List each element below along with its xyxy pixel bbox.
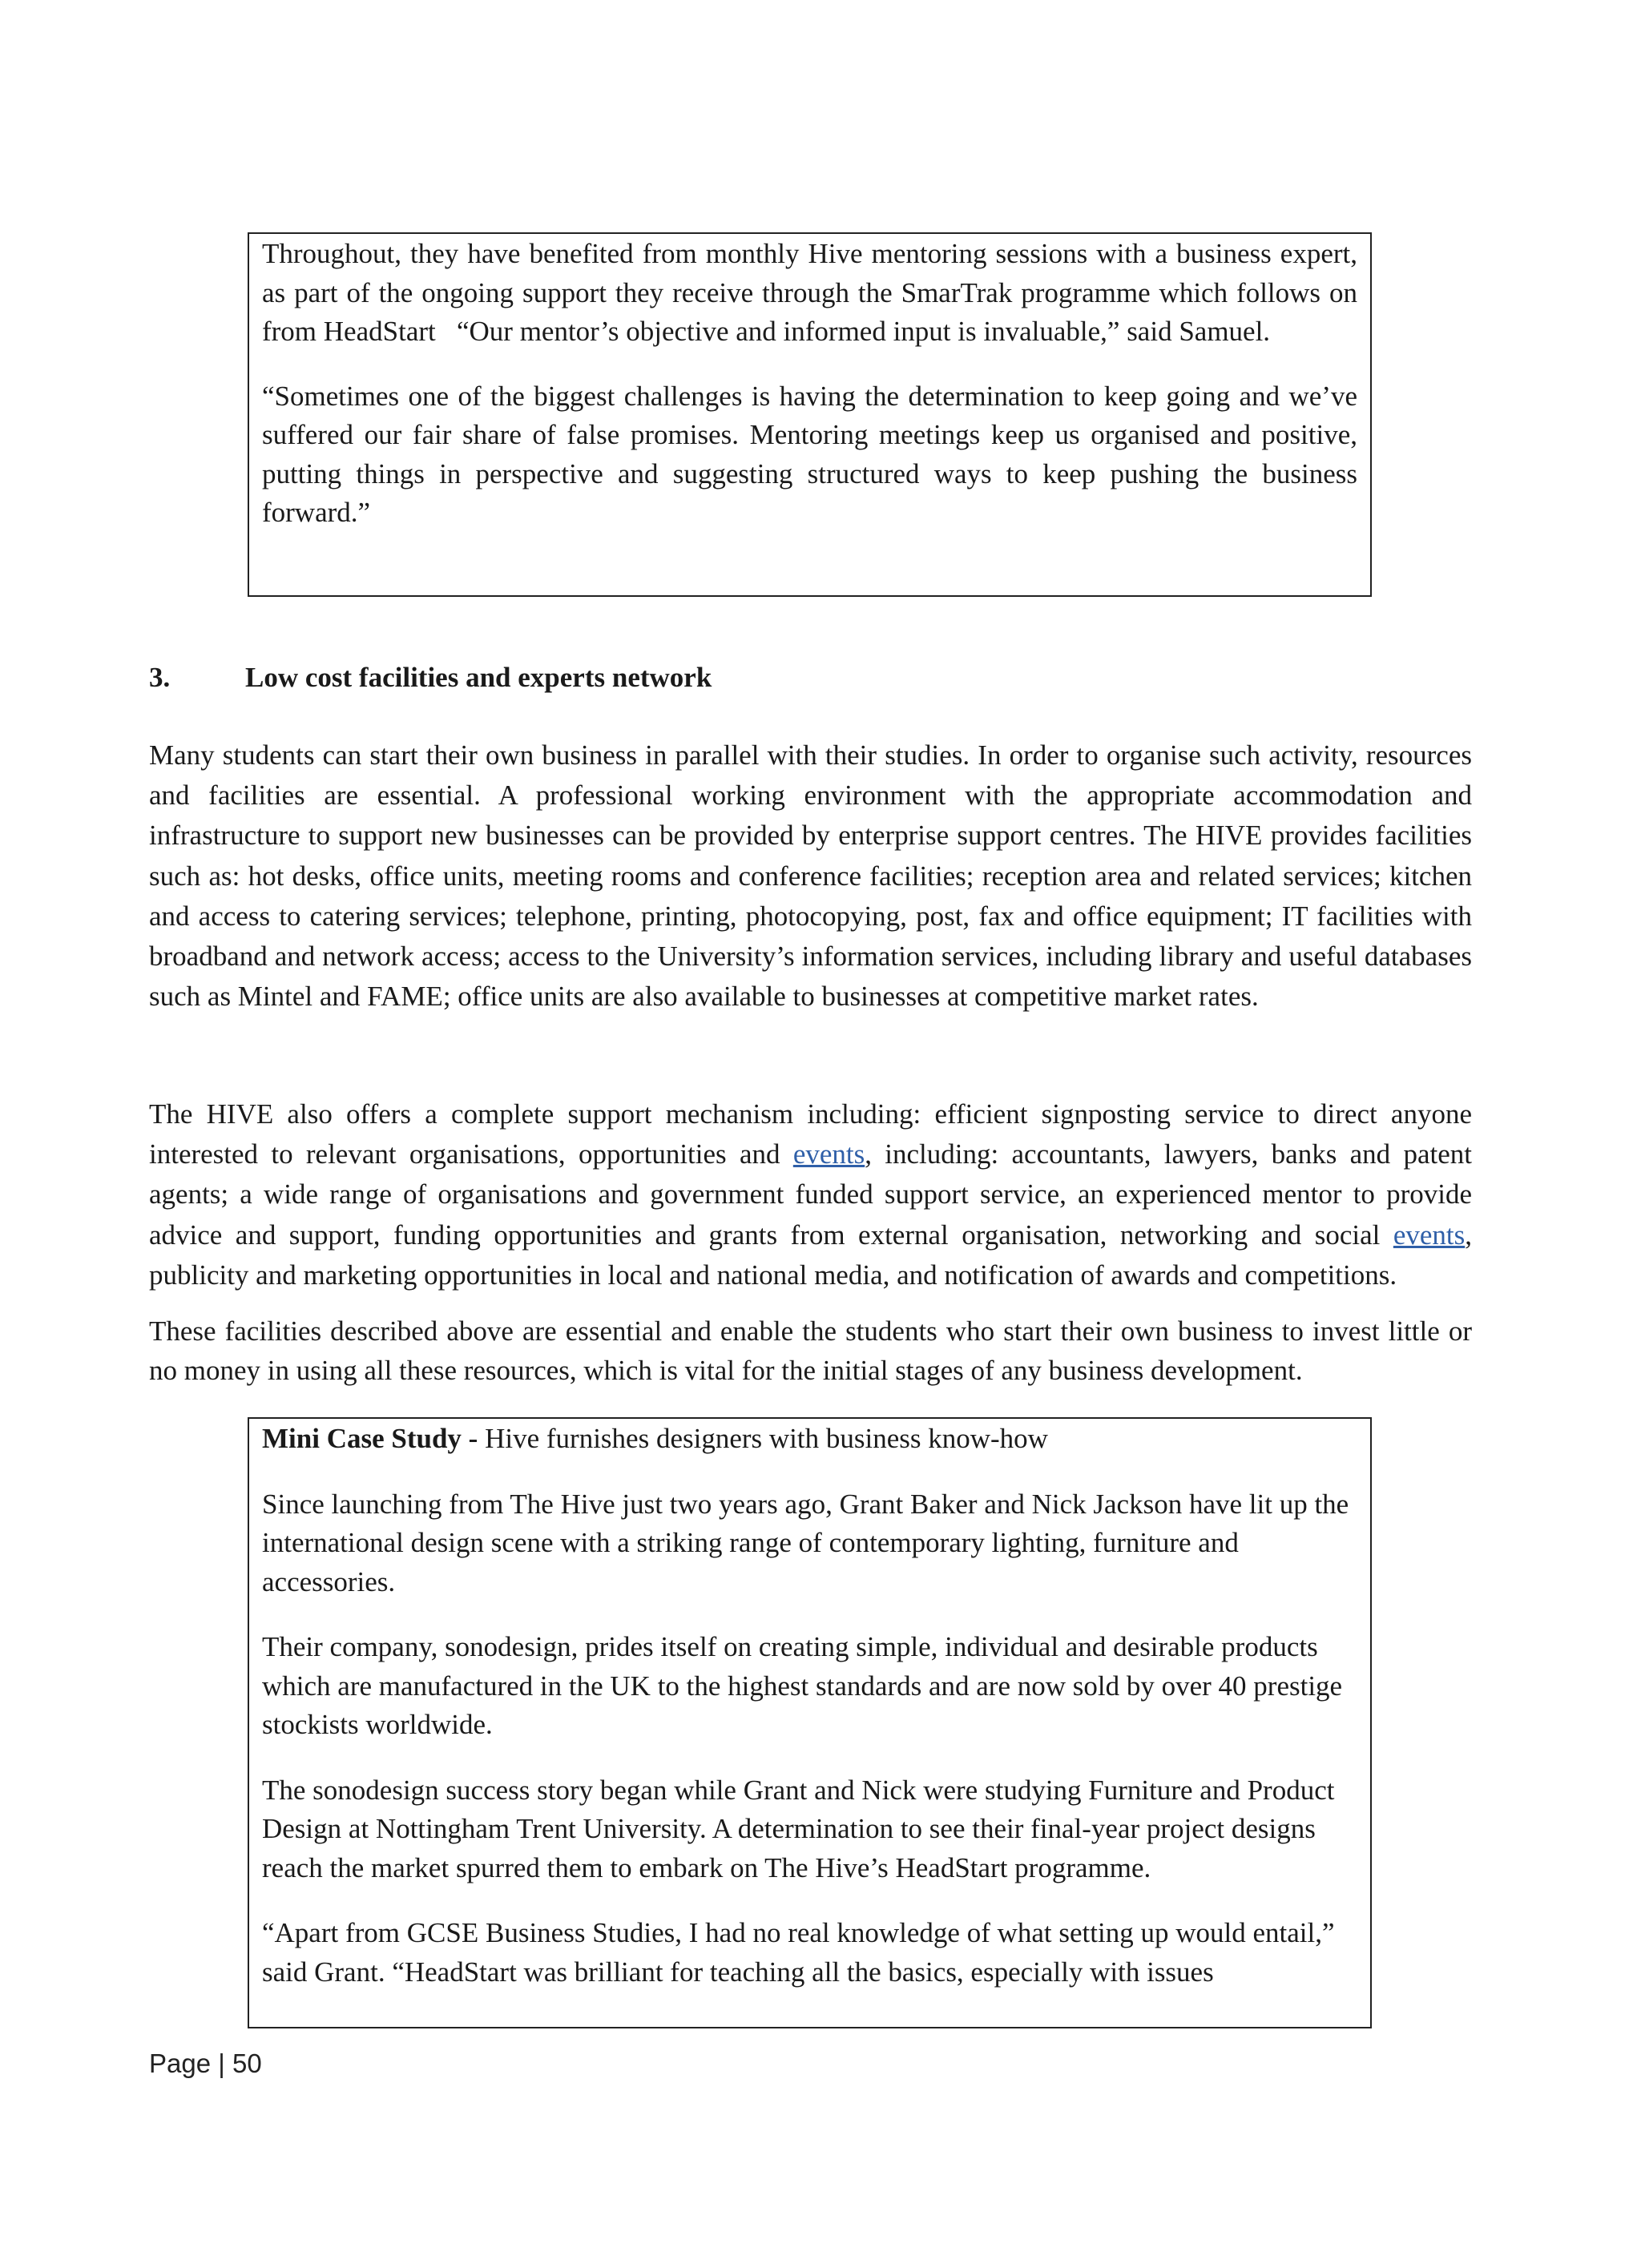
case-study-paragraph-4: “Apart from GCSE Business Studies, I had no real knowledge of what setting up would entail,” said Grant. “HeadStart was brilliant for teaching all the basics, especially with issues: [262, 1917, 1335, 1988]
case-study-label: Mini Case Study -: [262, 1423, 478, 1454]
case-study-paragraph-2: Their company, sonodesign, prides itself on creating simple, individual and desirable products which are manufactured in the UK to the highest standards and are now sold by over 40 prestige stockists worldwide.: [262, 1631, 1343, 1740]
case-study-heading: [262, 1420, 1357, 1459]
case-study-paragraph-3: The sonodesign success story began while Grant and Nick were studying Furniture and Product Design at Nottingham Trent University. A determination to see their final-year project designs reach the market spurred them to embark on The Hive’s HeadStart programme.: [262, 1774, 1335, 1883]
events-link-2[interactable]: events: [1393, 1219, 1466, 1251]
events-link-1[interactable]: events: [792, 1138, 865, 1170]
page-number: Page | 50: [149, 2048, 262, 2078]
support-text-2: , including: accountants, lawyers, banks and patent agents; a wide range of organisations and government funded support service, an experienced mentor to provide advice and support, funding opportunities and grants from external organisation, networking and social: [149, 1138, 1472, 1251]
mentoring-quote-box: [248, 232, 1372, 597]
case-study-box: [248, 1417, 1372, 2028]
section-number: 3.: [149, 662, 171, 693]
case-study-paragraph-1: Since launching from The Hive just two years ago, Grant Baker and Nick Jackson have lit up the international design scene with a striking range of contemporary lighting, furniture and accessories.: [262, 1488, 1349, 1597]
mentoring-paragraph: Throughout, they have benefited from monthly Hive mentoring sessions with a business expert, as part of the ongoing support they receive through the SmarTrak programme which follows on from HeadStart “Our mentor’s objective and informed input is invaluable,” said Samuel.: [262, 238, 1357, 347]
section-title: Low cost facilities and experts network: [245, 662, 712, 693]
facilities-paragraph: Many students can start their own business in parallel with their studies. In order to organise such activity, resources and facilities are essential. A professional working environment with the appropriate accommodation and infrastructure to support new businesses can be provided by enterprise support centres. The HIVE provides facilities such as: hot desks, office units, meeting rooms and conference facilities; reception area and related services; kitchen and access to catering services; telephone, printing, photocopying, post, fax and office equipment; IT facilities with broadband and network access; access to the University’s information services, including library and useful databases such as Mintel and FAME; office units are also available to businesses at competitive market rates.: [149, 739, 1472, 1013]
support-text-1: The HIVE also offers a complete support mechanism including: efficient signposting service to direct anyone interested to relevant organisations, opportunities and: [149, 1098, 1472, 1170]
mentoring-quote: “Sometimes one of the biggest challenges is having the determination to keep going and we’ve suffered our fair share of false promises. Mentoring meetings keep us organised and positive, putting things in perspective and suggesting structured ways to keep pushing the business forward.”: [262, 380, 1357, 528]
case-study-title: Hive furnishes designers with business know-how: [478, 1423, 1048, 1454]
support-text-3: , publicity and marketing opportunities in local and national media, and notification of awards and competitions.: [149, 1219, 1472, 1291]
support-paragraph: [149, 1094, 1472, 1295]
section-heading: [149, 659, 712, 697]
essential-paragraph: These facilities described above are essential and enable the students who start their own business to invest little or no money in using all these resources, which is vital for the initial stages of any business development.: [149, 1315, 1472, 1386]
